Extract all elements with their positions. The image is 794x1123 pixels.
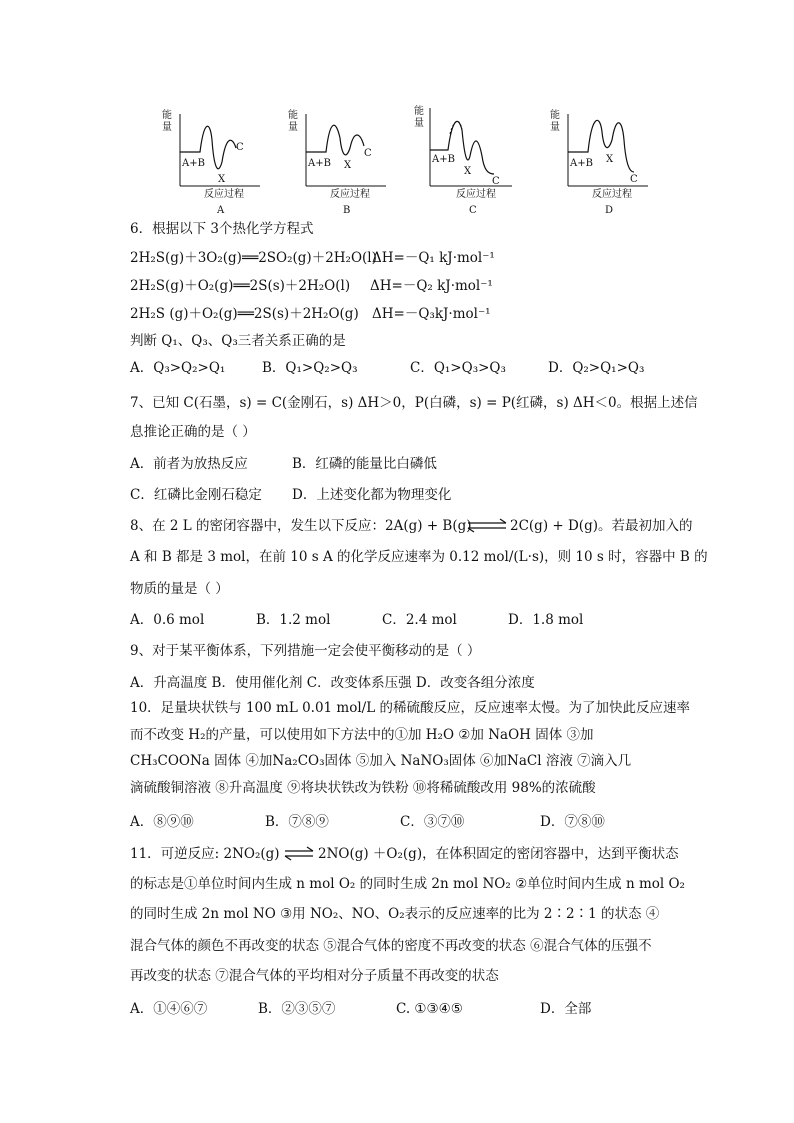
y-label-2: 量 (288, 122, 298, 133)
q9-options: A．升高温度 B．使用催化剂 C．改变体系压强 D．改变各组分浓度 (130, 675, 535, 691)
y-label-1: 能 (414, 106, 424, 117)
q10-line2: 而不改变 H₂的产量，可以使用如下方法中的①加 H₂O ②加 NaOH 固体 ③加 (130, 727, 594, 743)
q6-option-c: C．Q₁>Q₃>Q₃ (410, 360, 506, 376)
x-label: 反应过程 (330, 189, 370, 200)
q11-line4: 混合气体的颜色不再改变的状态 ⑤混合气体的密度不再改变的状态 ⑥混合气体的压强不 (130, 938, 652, 954)
q8-line1-a: 8、在 2 L 的密闭容器中，发生以下反应：2A(g) + B(g) (130, 518, 472, 534)
q10-line3: CH₃COONa 固体 ④加Na₂CO₃固体 ⑤加入 NaNO₃固体 ⑥加NaCl 溶液 ⑦滴入几 (130, 753, 632, 769)
caption-c: C (469, 205, 477, 216)
reactant-label: A+B (308, 158, 331, 169)
q11-line5: 再改变的状态 ⑦混合气体的平均相对分子质量不再改变的状态 (130, 968, 499, 984)
q8-line2: A 和 B 都是 3 mol，在前 10 s A 的化学反应速率为 0.12 mol/(L·s)，则 10 s 时，容器中 B 的 (130, 549, 708, 565)
caption-a: A (217, 205, 225, 216)
q7-line1: 7、已知 C(石墨，s) = C(金刚石，s) ΔH＞0，P(白磷，s) = P(红磷，s) ΔH＜0。根据上述信 (130, 395, 698, 411)
q11-option-c: C. ①③④⑤ (396, 1001, 463, 1017)
q6-stem: 6．根据以下 3个热化学方程式 (130, 221, 314, 237)
q7-option-d: D．上述变化都为物理变化 (292, 487, 452, 503)
diagram-a (160, 100, 270, 220)
q11-line1-a: 11．可逆反应: 2NO₂(g) (130, 846, 280, 862)
product-label: C (364, 148, 372, 159)
intermediate-label: X (606, 154, 614, 165)
intermediate-label: X (464, 166, 472, 177)
x-label: 反应过程 (456, 189, 496, 200)
q11-line3: 的同时生成 2n mol NO ③用 NO₂、NO、O₂表示的反应速率的比为 2∶2∶1 的状态 ④ (130, 906, 660, 922)
q7-option-b: B．红磷的能量比白磷低 (292, 456, 437, 472)
q8-line3: 物质的量是（ ） (130, 581, 229, 597)
q6-option-d: D．Q₂>Q₁>Q₃ (548, 360, 645, 376)
caption-b: B (343, 205, 351, 216)
q8-option-b: B．1.2 mol (256, 612, 331, 628)
q11-option-b: B．②③⑤⑦ (258, 1001, 336, 1017)
intermediate-label: X (344, 160, 352, 171)
diagram-c (412, 100, 522, 220)
q11-line1-b: 2NO(g) ＋O₂(g)，在体积固定的密闭容器中，达到平衡状态 (318, 846, 679, 862)
q6-option-a: A．Q₃>Q₂>Q₁ (130, 360, 226, 376)
q7-option-c: C．红磷比金刚石稳定 (130, 487, 262, 503)
q9-line1: 9、对于某平衡体系，下列措施一定会使平衡移动的是（ ） (130, 643, 481, 659)
y-label-2: 量 (162, 122, 172, 133)
q6-eq2: 2H₂S(g)＋O₂(g)══2S(s)＋2H₂O(l) (130, 278, 351, 294)
y-label-2: 量 (550, 122, 560, 133)
reactant-label: A+B (432, 154, 455, 165)
energy-diagrams (150, 100, 670, 220)
y-label-1: 能 (550, 110, 560, 121)
y-label-2: 量 (414, 118, 424, 129)
diagram-b (286, 100, 396, 220)
product-label: C (492, 176, 500, 187)
x-label: 反应过程 (204, 189, 244, 200)
q6-ask: 判断 Q₁、Q₃、Q₃三者关系正确的是 (130, 333, 346, 349)
product-label: C (630, 174, 638, 185)
q6-option-b: B．Q₁>Q₂>Q₃ (262, 360, 358, 376)
q6-eq3: 2H₂S (g)＋O₂(g)══2S(s)＋2H₂O(g) (130, 306, 359, 322)
q10-line1: 10．足量块状铁与 100 mL 0.01 mol/L 的稀硫酸反应，反应速率太慢。为了加快此反应速率 (130, 700, 690, 716)
diagram-d (548, 100, 658, 220)
q7-option-a: A．前者为放热反应 (130, 456, 248, 472)
intermediate-label: X (218, 174, 226, 185)
q8-option-c: C．2.4 mol (382, 612, 457, 628)
q11-option-d: D．全部 (540, 1001, 592, 1017)
x-label: 反应过程 (592, 189, 632, 200)
q8-line1-b: 2C(g) + D(g)。若最初加入的 (510, 518, 693, 534)
q8-option-d: D．1.8 mol (508, 612, 584, 628)
q10-option-a: A．⑧⑨⑩ (130, 814, 194, 830)
equilibrium-arrow-icon (466, 517, 508, 535)
q11-option-a: A．①④⑥⑦ (130, 1001, 208, 1017)
reactant-label: A+B (182, 158, 205, 169)
q6-dh3: ΔH=－Q₃kJ·mol⁻¹ (372, 306, 491, 322)
q10-option-c: C．③⑦⑩ (400, 814, 465, 830)
q6-eq1: 2H₂S(g)＋3O₂(g)══2SO₂(g)＋2H₂O(l) (130, 250, 377, 266)
reversible-arrow-icon (283, 845, 315, 863)
q7-line2: 息推论正确的是（ ） (130, 424, 256, 440)
q6-dh1: ΔH=－Q₁ kJ·mol⁻¹ (372, 250, 495, 266)
y-label-1: 能 (162, 110, 172, 121)
caption-d: D (605, 205, 614, 216)
y-label-1: 能 (288, 110, 298, 121)
q10-option-b: B．⑦⑧⑨ (265, 814, 329, 830)
q10-option-d: D．⑦⑧⑩ (540, 814, 605, 830)
product-label: C (236, 142, 244, 153)
q10-line4: 滴硫酸铜溶液 ⑧升高温度 ⑨将块状铁改为铁粉 ⑩将稀硫酸改用 98%的浓硫酸 (130, 780, 596, 796)
q6-dh2: ΔH=－Q₂ kJ·mol⁻¹ (370, 278, 493, 294)
q11-line2: 的标志是①单位时间内生成 n mol O₂ 的同时生成 2n mol NO₂ ②单位时间内生成 n mol O₂ (130, 876, 685, 892)
reactant-label: A+B (570, 158, 593, 169)
q8-option-a: A．0.6 mol (130, 612, 205, 628)
